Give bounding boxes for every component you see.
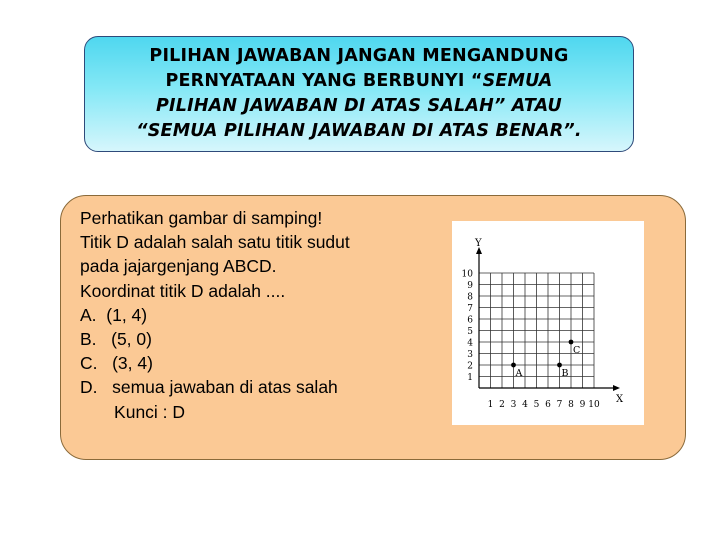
question-line: Koordinat titik D adalah .... (80, 280, 286, 301)
answer-key: Kunci : D (80, 401, 186, 422)
option-c: C. (3, 4) (80, 353, 153, 374)
instruction-line-2-start: PERNYATAAN YANG BERBUNYI “ (165, 71, 483, 91)
instruction-banner (84, 36, 634, 152)
point-label-a: A (515, 368, 523, 379)
x-tick-label: 5 (533, 400, 540, 410)
coordinate-graph (452, 221, 644, 425)
y-tick-label: 6 (467, 315, 473, 326)
instruction-line-2-italic: SEMUA (482, 71, 553, 91)
instruction-text (136, 44, 581, 144)
instruction-line-1: PILIHAN JAWABAN JANGAN MENGANDUNG (149, 46, 569, 66)
y-tick-label: 1 (467, 373, 473, 383)
question-line: Perhatikan gambar di samping! (80, 208, 323, 228)
x-tick-label: 1 (487, 400, 494, 410)
y-tick-label: 5 (467, 327, 473, 337)
x-tick-label: 10 (588, 400, 600, 410)
point-c (569, 340, 574, 345)
question-text (80, 206, 350, 424)
y-tick-label: 3 (467, 350, 473, 360)
option-b: B. (5, 0) (80, 329, 152, 350)
y-tick-label: 8 (467, 292, 473, 303)
y-tick-label: 4 (467, 338, 473, 349)
question-line: Titik D adalah salah satu titik sudut (80, 232, 350, 253)
point-b (557, 363, 562, 368)
question-line: pada jajargenjang ABCD. (80, 256, 277, 277)
y-tick-label: 9 (467, 281, 473, 291)
option-d: D. semua jawaban di atas salah (80, 377, 338, 398)
point-a (511, 363, 516, 368)
instruction-line-2 (136, 69, 581, 94)
x-tick-label: 8 (568, 400, 574, 410)
y-tick-label: 10 (461, 269, 473, 280)
option-a: A. (1, 4) (80, 304, 148, 325)
x-tick-label: 6 (545, 400, 551, 410)
point-label-b: B (561, 368, 569, 379)
x-tick-label: 2 (499, 400, 505, 410)
x-tick-label: 9 (579, 400, 586, 410)
y-axis-label: Y (475, 238, 482, 249)
y-tick-label: 2 (467, 361, 473, 372)
x-axis-arrow (613, 385, 620, 391)
x-tick-label: 4 (522, 400, 528, 410)
x-axis-label: X (616, 394, 624, 405)
x-tick-label: 7 (556, 400, 563, 410)
point-label-c: C (573, 345, 581, 356)
instruction-line-3: PILIHAN JAWABAN DI ATAS SALAH” ATAU (156, 96, 562, 116)
coordinate-plane (452, 221, 644, 425)
instruction-line-4: “SEMUA PILIHAN JAWABAN DI ATAS BENAR”. (136, 121, 582, 141)
y-tick-label: 7 (467, 304, 473, 314)
x-tick-label: 3 (510, 400, 517, 410)
